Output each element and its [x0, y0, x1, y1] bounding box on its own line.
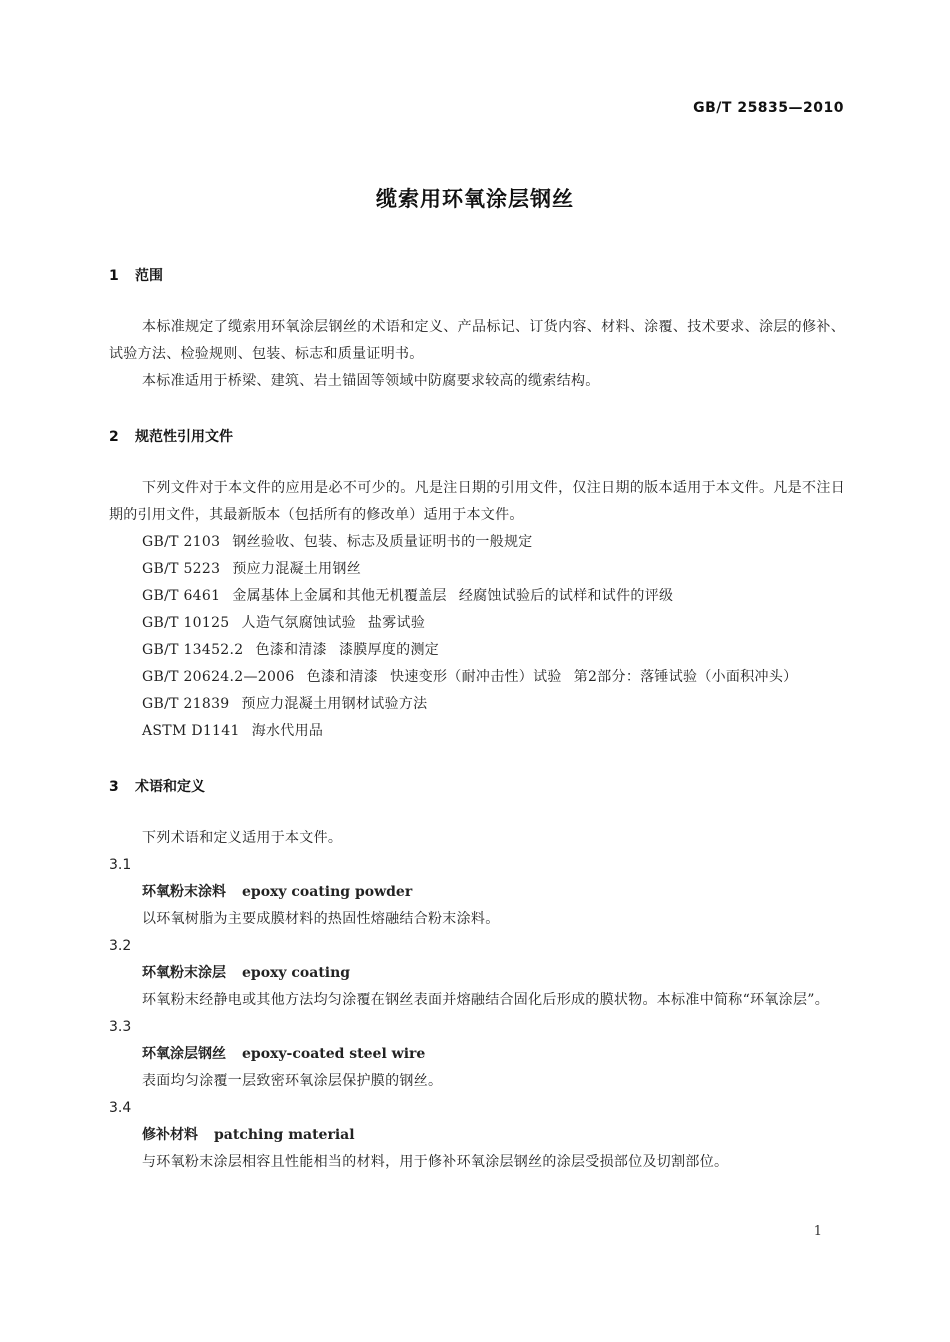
term-number: 3.2	[109, 938, 132, 954]
paragraph: 下列文件对于本文件的应用是必不可少的。凡是注日期的引用文件，仅注日期的版本适用于本文件。凡是不注日期的引用文件，其最新版本（包括所有的修改单）适用于本文件。	[109, 480, 845, 523]
reference-title: 预应力混凝土用钢材试验方法	[241, 696, 428, 712]
reference-code: GB/T 21839	[142, 696, 230, 712]
term-definition: 环氧粉末经静电或其他方法均匀涂覆在钢丝表面并熔融结合固化后形成的膜状物。本标准中简称“环氧涂层”。	[142, 992, 830, 1008]
term-name	[109, 879, 845, 906]
paragraph: 下列术语和定义适用于本文件。	[142, 830, 343, 846]
term-definition: 表面均匀涂覆一层致密环氧涂层保护膜的钢丝。	[142, 1073, 443, 1089]
term-name-en: epoxy coating	[242, 965, 351, 981]
term-number: 3.4	[109, 1100, 132, 1116]
term-name	[109, 1122, 845, 1149]
reference-code: GB/T 20624.2—2006	[142, 669, 295, 685]
standard-code: GB/T 25835—2010	[693, 100, 844, 116]
term-name-en: patching material	[214, 1127, 355, 1143]
paragraph: 本标准规定了缆索用环氧涂层钢丝的术语和定义、产品标记、订货内容、材料、涂覆、技术要求、涂层的修补、试验方法、检验规则、包装、标志和质量证明书。	[109, 319, 845, 362]
term-definition: 与环氧粉末涂层相容且性能相当的材料，用于修补环氧涂层钢丝的涂层受损部位及切割部位。	[142, 1154, 729, 1170]
reference-subtitle-2: 第2部分：落锤试验（小面积冲头）	[573, 669, 798, 685]
term-name-zh: 环氧粉末涂料	[142, 884, 226, 900]
reference-code: GB/T 6461	[142, 588, 221, 604]
reference-code: ASTM D1141	[142, 723, 240, 739]
reference-subtitle: 漆膜厚度的测定	[338, 642, 440, 658]
section-2-heading	[109, 427, 845, 447]
reference-title: 色漆和清漆	[255, 642, 327, 658]
reference-item	[109, 529, 845, 556]
reference-title: 海水代用品	[251, 723, 324, 739]
reference-item	[109, 556, 845, 583]
term-number: 3.3	[109, 1019, 132, 1035]
section-title: 术语和定义	[135, 779, 205, 795]
reference-subtitle: 经腐蚀试验后的试样和试件的评级	[458, 588, 674, 604]
term-name-zh: 修补材料	[142, 1127, 198, 1143]
document-body	[109, 266, 845, 1176]
reference-item	[109, 583, 845, 610]
reference-title: 金属基体上金属和其他无机覆盖层	[232, 588, 447, 604]
section-title: 范围	[135, 268, 163, 284]
paragraph: 本标准适用于桥梁、建筑、岩土锚固等领域中防腐要求较高的缆索结构。	[142, 373, 600, 389]
reference-code: GB/T 13452.2	[142, 642, 244, 658]
reference-title: 色漆和清漆	[306, 669, 379, 685]
reference-code: GB/T 2103	[142, 534, 221, 550]
reference-item	[109, 664, 845, 691]
section-1-heading	[109, 266, 845, 286]
reference-subtitle: 快速变形（耐冲击性）试验	[390, 669, 562, 685]
section-title: 规范性引用文件	[135, 429, 233, 445]
section-3-heading	[109, 777, 845, 797]
reference-title: 钢丝验收、包装、标志及质量证明书的一般规定	[232, 534, 533, 550]
term-name-zh: 环氧粉末涂层	[142, 965, 226, 981]
term-name	[109, 960, 845, 987]
reference-item	[109, 610, 845, 637]
reference-title: 人造气氛腐蚀试验	[241, 615, 356, 631]
reference-code: GB/T 10125	[142, 615, 230, 631]
reference-code: GB/T 5223	[142, 561, 221, 577]
document-title: 缆索用环氧涂层钢丝	[376, 187, 574, 211]
section-number: 3	[109, 779, 119, 795]
term-name-en: epoxy coating powder	[242, 884, 413, 900]
term-number: 3.1	[109, 857, 132, 873]
section-number: 1	[109, 268, 119, 284]
reference-title: 预应力混凝土用钢丝	[232, 561, 362, 577]
reference-item	[109, 718, 845, 745]
term-name-zh: 环氧涂层钢丝	[142, 1046, 226, 1062]
term-name	[109, 1041, 845, 1068]
reference-subtitle: 盐雾试验	[367, 615, 426, 631]
section-number: 2	[109, 429, 119, 445]
term-name-en: epoxy-coated steel wire	[242, 1046, 426, 1062]
reference-item	[109, 691, 845, 718]
reference-item	[109, 637, 845, 664]
page-number: 1	[813, 1224, 822, 1239]
term-definition: 以环氧树脂为主要成膜材料的热固性熔融结合粉末涂料。	[142, 911, 500, 927]
